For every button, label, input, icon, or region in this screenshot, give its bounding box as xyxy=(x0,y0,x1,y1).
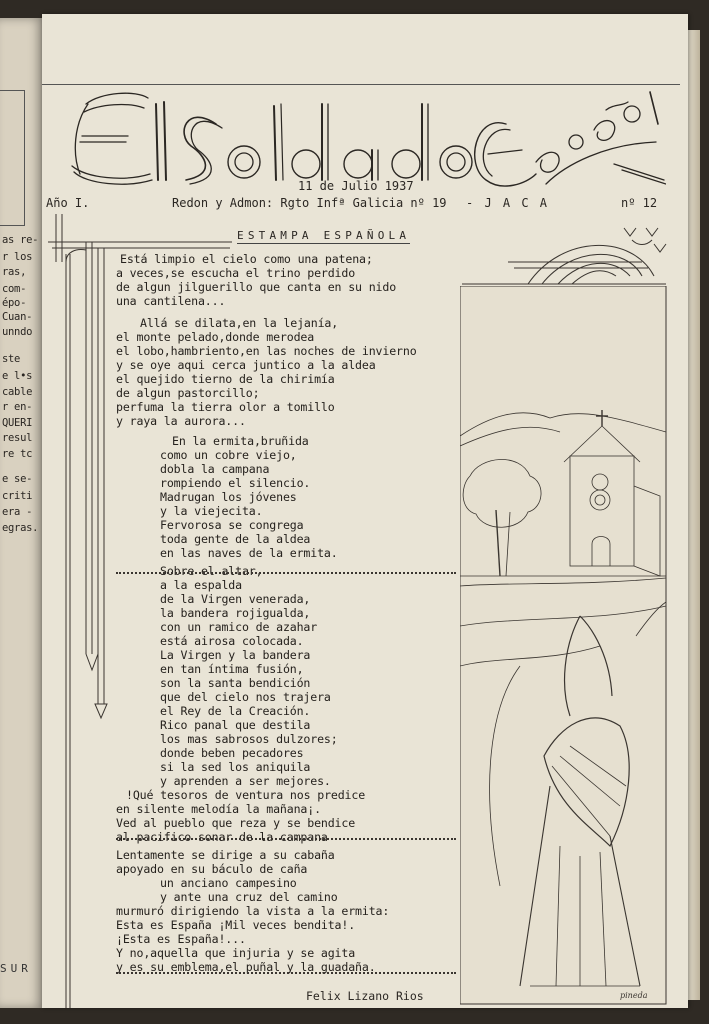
poem-line: a veces,se escucha el trino perdido xyxy=(116,266,356,280)
issue-city: - J A C A xyxy=(466,196,550,210)
separator-rule-3 xyxy=(116,972,456,974)
previous-page-line: era - xyxy=(2,506,33,518)
poem-line: ¡Esta es España!... xyxy=(116,932,246,946)
poem-line: el monte pelado,donde merodea xyxy=(116,330,315,344)
separator-rule-2 xyxy=(116,838,456,840)
poem-line: Allá se dilata,en la lejanía, xyxy=(140,316,339,330)
article-author: Felix Lizano Rios xyxy=(306,989,424,1003)
poem-line: Esta es España ¡Mil veces bendita!. xyxy=(116,918,356,932)
previous-page-line: cable xyxy=(2,386,33,398)
poem-line: Fervorosa se congrega xyxy=(160,518,304,532)
poem-line: y raya la aurora... xyxy=(116,414,246,428)
previous-page-frame xyxy=(0,90,25,226)
poem-line: Madrugan los jóvenes xyxy=(160,490,297,504)
poem-line: !Qué tesoros de ventura nos predice xyxy=(126,788,366,802)
poem-line: Y no,aquella que injuria y se agita xyxy=(116,946,356,960)
previous-page-line: criti xyxy=(2,490,33,502)
poem-line: Lentamente se dirige a su cabaña xyxy=(116,848,335,862)
poem-line: apoyado en su báculo de caña xyxy=(116,862,308,876)
previous-page-line: QUERI xyxy=(2,417,33,429)
publication-date: 11 de Julio 1937 xyxy=(298,179,414,193)
previous-page-line: épo- xyxy=(2,297,27,309)
poem-line: y la viejecita. xyxy=(160,504,263,518)
poem-line: dobla la campana xyxy=(160,462,270,476)
poem-line: en las naves de la ermita. xyxy=(160,546,338,560)
previous-page-line: ste xyxy=(2,353,21,365)
previous-page-line: re tc xyxy=(2,448,33,460)
poem-line: si la sed los aniquila xyxy=(160,760,311,774)
poem-line: un anciano campesino xyxy=(160,876,297,890)
poem-line: y ante una cruz del camino xyxy=(160,890,338,904)
hermitage-illustration xyxy=(460,286,670,1006)
editorial-office: Redon y Admon: Rgto Infª Galicia nº 19 xyxy=(172,196,447,210)
poem-line: Está limpio el cielo como una patena; xyxy=(120,252,373,266)
previous-page-line: ras, xyxy=(2,266,27,278)
poem-line: Ved al pueblo que reza y se bendice xyxy=(116,816,356,830)
previous-page-footer: SUR xyxy=(0,962,32,975)
poem-line: de la Virgen venerada, xyxy=(160,592,311,606)
poem-line: a la espalda xyxy=(160,578,242,592)
poem-line: como un cobre viejo, xyxy=(160,448,297,462)
poem-line: de algun jilguerillo que canta en su nido xyxy=(116,280,397,294)
poem-line: en silente melodía la mañana¡. xyxy=(116,802,321,816)
poem-line: el quejido tierno de la chirimía xyxy=(116,372,335,386)
poem-line: toda gente de la aldea xyxy=(160,532,311,546)
poem-line: y se oye aqui cerca juntico a la aldea xyxy=(116,358,376,372)
previous-page-line: r en- xyxy=(2,401,33,413)
previous-page-line: unndo xyxy=(2,326,33,338)
poem-line: Sobre el altar, xyxy=(160,564,263,578)
previous-page-line: e se- xyxy=(2,473,33,485)
poem-line: una cantilena... xyxy=(116,294,226,308)
poem-line: el lobo,hambriento,en las noches de invierno xyxy=(116,344,417,358)
poem-line: que del cielo nos trajera xyxy=(160,690,331,704)
newspaper-page xyxy=(42,14,688,1008)
issue-year: Año I. xyxy=(46,196,90,210)
previous-page-line: Cuan- xyxy=(2,311,33,323)
poem-line: murmuró dirigiendo la vista a la ermita: xyxy=(116,904,390,918)
poem-line: el Rey de la Creación. xyxy=(160,704,311,718)
separator-rule-1 xyxy=(116,572,456,574)
illustration-signature: pineda xyxy=(620,991,648,1000)
poem-line: de algun pastorcillo; xyxy=(116,386,260,400)
issue-number: nº 12 xyxy=(621,196,658,210)
poem-line: con un ramico de azahar xyxy=(160,620,318,634)
previous-page-line: as re- xyxy=(2,234,39,246)
poem-line: son la santa bendición xyxy=(160,676,311,690)
poem-line: En la ermita,bruñida xyxy=(172,434,309,448)
previous-page-line: com- xyxy=(2,283,27,295)
poem-line: al pacifico sonar de la campana xyxy=(116,830,328,844)
previous-page-line: r los xyxy=(2,251,33,263)
previous-page-line: e l•s xyxy=(2,370,33,382)
poem-line: La Virgen y la bandera xyxy=(160,648,311,662)
poem-line: está airosa colocada. xyxy=(160,634,304,648)
poem-line: donde beben pecadores xyxy=(160,746,304,760)
poem-line: en tan íntima fusión, xyxy=(160,662,304,676)
poem-line: los mas sabrosos dulzores; xyxy=(160,732,338,746)
article-title: ESTAMPA ESPAÑOLA xyxy=(237,229,411,242)
poem-line: la bandera rojigualda, xyxy=(160,606,311,620)
poem-line: Rico panal que destila xyxy=(160,718,311,732)
poem-line: y aprenden a ser mejores. xyxy=(160,774,331,788)
poem-line: rompiendo el silencio. xyxy=(160,476,311,490)
previous-page-edge xyxy=(0,18,44,1008)
poem-line: perfuma la tierra olor a tomillo xyxy=(116,400,335,414)
previous-page-line: resul xyxy=(2,432,33,444)
previous-page-line: egras. xyxy=(2,522,39,534)
poem-line: y es su emblema,el puñal y la guadaña. xyxy=(116,960,376,974)
